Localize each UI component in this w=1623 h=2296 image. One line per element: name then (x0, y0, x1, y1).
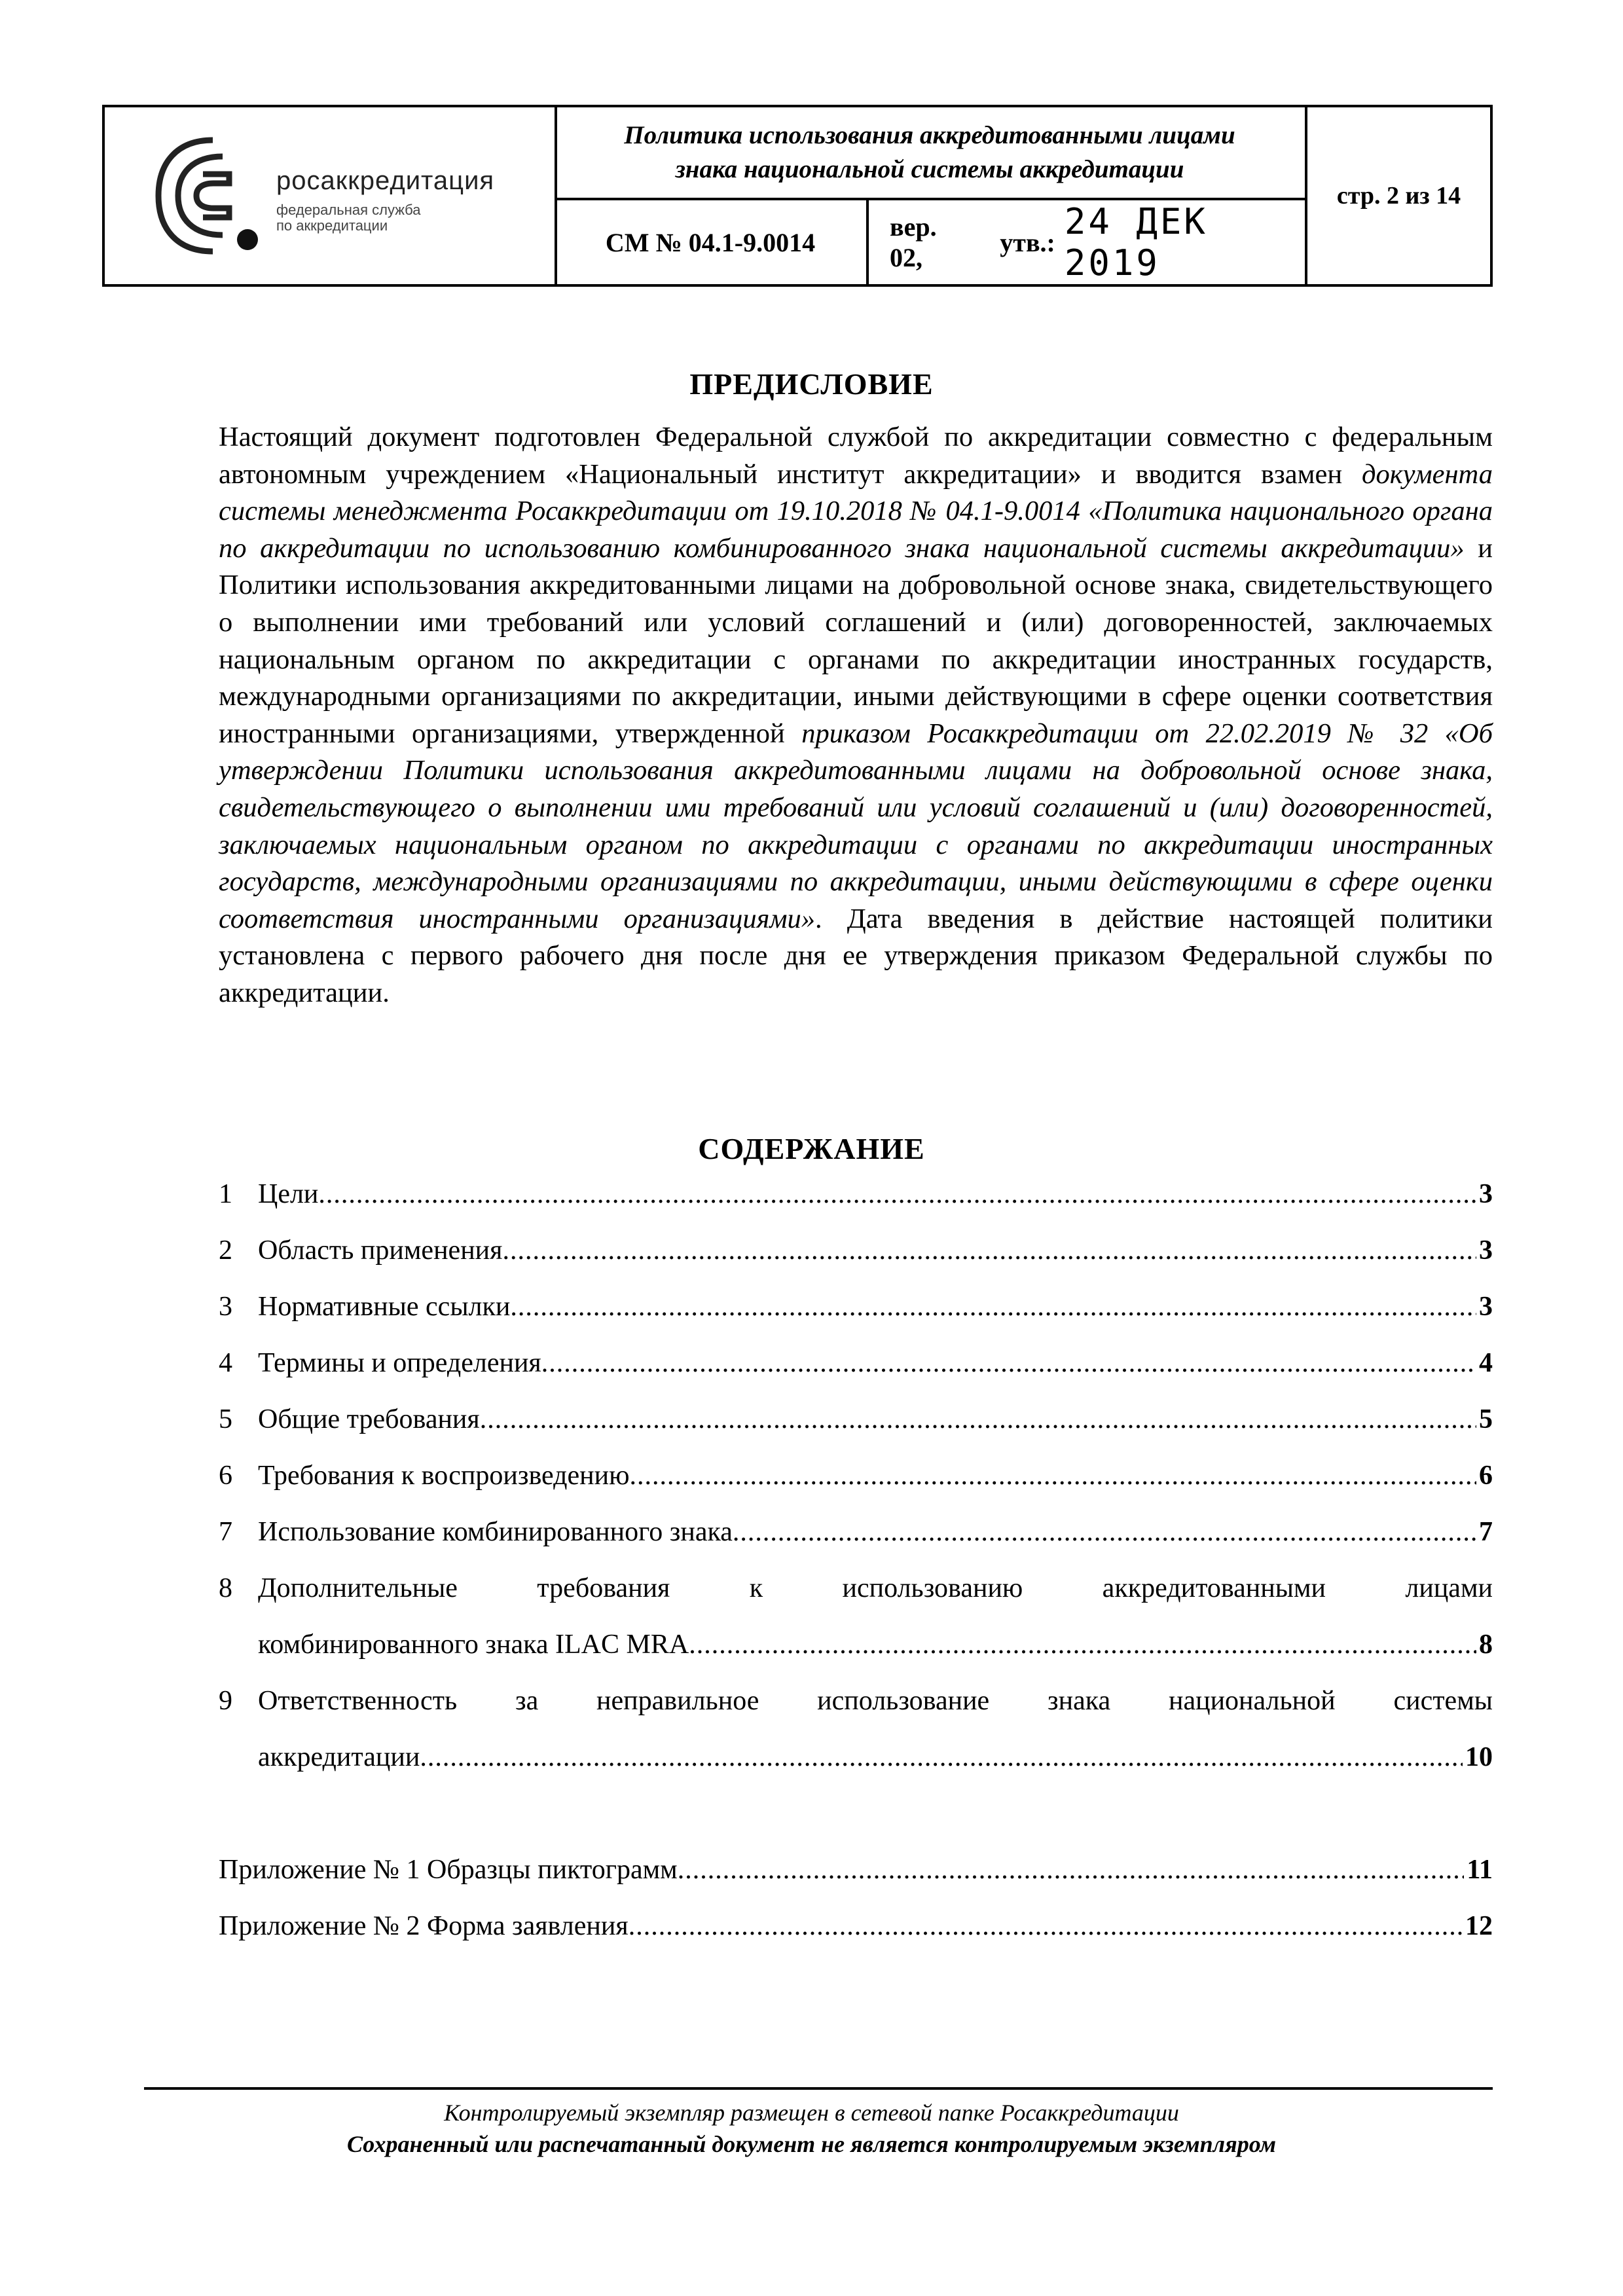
document-header (102, 105, 1493, 287)
preface-heading: ПРЕДИСЛОВИЕ (689, 367, 934, 401)
toc-item[interactable]: 2 Область применения ..... 3 (219, 1235, 1493, 1274)
footer-divider (144, 2087, 1493, 2090)
toc-appendix-item[interactable]: Приложение № 2 Форма заявления ..... 12 (219, 1910, 1493, 1950)
org-subtitle: федеральная служба по аккредитации (276, 202, 421, 234)
toc-item-continuation[interactable]: аккредитации ..... 10 (219, 1741, 1493, 1781)
approved-label: утв.: (1000, 227, 1055, 257)
page-info: стр. 2 из 14 (1336, 182, 1461, 210)
toc-appendix-item[interactable]: Приложение № 1 Образцы пиктограмм ..... 11 (219, 1854, 1493, 1893)
approval-date-stamp: 24 ДЕК 2019 (1064, 201, 1208, 283)
version-approval (869, 200, 1307, 284)
toc-item-continuation[interactable]: комбинированного знака ILAC MRA ..... 8 (219, 1629, 1493, 1668)
org-name: росаккредитация (276, 166, 495, 195)
toc-item[interactable]: 3 Нормативные ссылки ..... 3 (219, 1291, 1493, 1330)
toc-item[interactable]: 1 Цели ..... 3 (219, 1178, 1493, 1218)
preface-text: Настоящий документ подготовлен Федеральной службой по аккредитации совместно с федеральным автономным учреждением «Национальный институт аккредитации» и вводится взамен документа системы менеджмента Росаккредитации от 19.10.2018 № 04.1-9.0014 «Политика национального органа по аккредитации по использованию комбинированного знака национальной системы аккредитации» и Политики использования аккредитованными лицами на добровольной основе знака, свидетельствующего о выполнении ими требований или условий соглашений и (или) договоренностей, заключаемых национальным органом по аккредитации с органами по аккредитации иностранных государств, международными организациями по аккредитации, иными действующими в сфере оценки соответствия иностранными организациями, утвержденной приказом Росаккредитации от 22.02.2019 № 32 «Об утверждении Политики использования аккредитованными лицами на добровольной основе знака, свидетельствующего о выполнении ими требований или условий соглашений и (или) договоренностей, заключаемых национальным органом по аккредитации с органами по аккредитации иностранных государств, международными организациями по аккредитации, иными действующими в сфере оценки соответствия иностранными организациями». Дата введения в действие настоящей политики установлена с первого рабочего дня после дня ее утверждения приказом Федеральной службы по аккредитации. (219, 422, 1493, 1008)
rosaccreditation-logo-icon (151, 134, 262, 258)
toc-item[interactable]: 8 Дополнительные требования к использованию аккредитованными лицами (219, 1573, 1493, 1603)
logo-cell (105, 107, 557, 284)
footer-line-1: Контролируемый экземпляр размещен в сетевой папке Росаккредитации (444, 2100, 1179, 2126)
footer-line-2: Сохраненный или распечатанный документ не является контролируемым экземпляром (346, 2131, 1276, 2157)
toc-item[interactable]: 4 Термины и определения ..... 4 (219, 1347, 1493, 1387)
document-number: СМ № 04.1-9.0014 (555, 200, 869, 284)
document-title: Политика использования аккредитованными лицами знака национальной системы аккредитации (555, 107, 1307, 200)
toc-item[interactable]: 6 Требования к воспроизведению ..... 6 (219, 1460, 1493, 1499)
version-label: вер. 02, (890, 212, 937, 272)
toc-item[interactable]: 9 Ответственность за неправильное использование знака национальной системы (219, 1686, 1493, 1716)
toc-item[interactable]: 5 Общие требования ..... 5 (219, 1404, 1493, 1443)
toc-item[interactable]: 7 Использование комбинированного знака ..... 7 (219, 1516, 1493, 1556)
toc-heading: СОДЕРЖАНИЕ (698, 1132, 925, 1165)
